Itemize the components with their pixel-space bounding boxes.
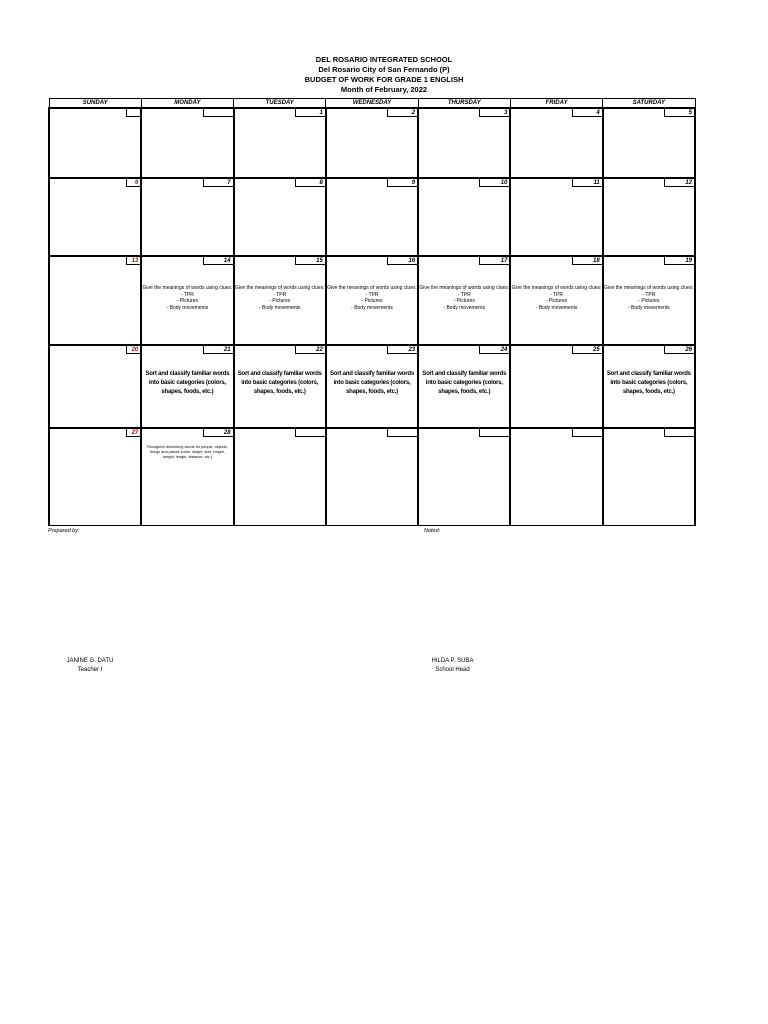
day-cell <box>234 428 326 526</box>
activity-meanings: Give the meanings of words using clues: - TPR - Pictures - Body movements <box>327 285 417 311</box>
day-number: 10 <box>479 179 509 187</box>
activity-sort: Sort and classify familiar words into basic categories (colors, shapes, foods, etc.) <box>145 370 230 395</box>
activity-sort: Sort and classify familiar words into basic categories (colors, shapes, foods, etc.) <box>422 370 507 395</box>
day-cell <box>141 178 233 256</box>
day-number: 14 <box>203 257 233 265</box>
day-cell <box>510 345 602 428</box>
day-cell <box>603 428 695 526</box>
teacher-signature-block <box>40 657 140 675</box>
month-label: Month of February, 2022 <box>340 85 428 94</box>
activity-recognize: Recognize describing words for people, objects, things and places (color, shape, size, height, weight, length, distance, etc.) <box>147 444 228 459</box>
day-number: 4 <box>572 109 602 117</box>
day-number <box>295 429 325 437</box>
teacher-title: Teacher I <box>77 667 103 673</box>
day-cell <box>603 256 695 344</box>
weekday-wednesday: WEDNESDAY <box>326 99 418 109</box>
day-cell <box>326 428 418 526</box>
weekday-tuesday: TUESDAY <box>234 99 326 109</box>
day-cell <box>141 256 233 344</box>
document-title: BUDGET OF WORK FOR GRADE 1 ENGLISH <box>304 75 464 84</box>
day-number: 11 <box>572 179 602 187</box>
day-number: 9 <box>387 179 417 187</box>
day-cell <box>510 428 602 526</box>
day-cell <box>418 108 510 178</box>
document-header <box>0 55 768 95</box>
day-number: 7 <box>203 179 233 187</box>
day-number <box>387 429 417 437</box>
day-number: 3 <box>479 109 509 117</box>
weekday-saturday: SATURDAY <box>603 99 695 109</box>
day-cell <box>49 256 141 344</box>
day-cell <box>418 345 510 428</box>
activity-meanings: Give the meanings of words using clues: - TPR - Pictures - Body movements <box>419 285 510 311</box>
day-cell <box>49 428 141 526</box>
day-number <box>126 109 140 117</box>
day-number: 8 <box>295 179 325 187</box>
calendar-table <box>48 98 696 526</box>
day-cell <box>234 178 326 256</box>
day-number <box>572 429 602 437</box>
week-row-1 <box>49 108 695 178</box>
day-cell <box>141 108 233 178</box>
day-number: 13 <box>126 257 140 265</box>
day-cell <box>326 108 418 178</box>
activity-sort: Sort and classify familiar words into basic categories (colors, shapes, foods, etc.) <box>330 370 414 395</box>
day-cell <box>510 178 602 256</box>
day-number: 22 <box>295 346 325 354</box>
day-number: 16 <box>387 257 417 265</box>
day-number: 2 <box>387 109 417 117</box>
teacher-name: JANINE G. DATU <box>66 658 114 664</box>
day-cell <box>326 256 418 344</box>
day-cell <box>141 428 233 526</box>
head-signature-block <box>405 657 500 675</box>
day-cell <box>510 108 602 178</box>
activity-meanings: Give the meanings of words using clues: - TPR - Pictures - Body movements <box>603 285 694 311</box>
day-number: 18 <box>572 257 602 265</box>
day-cell <box>603 178 695 256</box>
day-number: 5 <box>664 109 694 117</box>
weekday-header-row <box>49 99 695 109</box>
prepared-by-label: Prepared by: <box>48 528 80 534</box>
weekday-friday: FRIDAY <box>510 99 602 109</box>
weekday-thursday: THURSDAY <box>418 99 510 109</box>
day-number: 27 <box>126 429 140 437</box>
weekday-monday: MONDAY <box>141 99 233 109</box>
day-number: 24 <box>479 346 509 354</box>
day-number <box>203 109 233 117</box>
day-number: 19 <box>664 257 694 265</box>
week-row-2 <box>49 178 695 256</box>
day-cell <box>510 256 602 344</box>
day-cell <box>603 345 695 428</box>
day-cell <box>49 108 141 178</box>
day-number: 28 <box>203 429 233 437</box>
activity-sort: Sort and classify familiar words into basic categories (colors, shapes, foods, etc.) <box>237 370 322 395</box>
day-number: 17 <box>479 257 509 265</box>
week-row-5 <box>49 428 695 526</box>
head-title: School Head <box>435 667 470 673</box>
weekday-sunday: SUNDAY <box>49 99 141 109</box>
day-number: 26 <box>664 346 694 354</box>
day-cell <box>234 345 326 428</box>
day-cell <box>326 178 418 256</box>
day-cell <box>418 256 510 344</box>
day-number: 21 <box>203 346 233 354</box>
school-city: Del Rosario City of San Fernando (P) <box>318 65 450 74</box>
activity-sort: Sort and classify familiar words into basic categories (colors, shapes, foods, etc.) <box>606 370 691 395</box>
day-number: 23 <box>387 346 417 354</box>
day-cell <box>418 428 510 526</box>
day-number <box>479 429 509 437</box>
activity-meanings: Give the meanings of words using clues: - TPR - Pictures - Body movements <box>511 285 602 311</box>
week-row-4 <box>49 345 695 428</box>
noted-label: Noted: <box>424 528 441 534</box>
day-cell <box>234 108 326 178</box>
head-name: HILDA P. SUBA <box>431 658 474 664</box>
day-number <box>664 429 694 437</box>
activity-meanings: Give the meanings of words using clues: - TPR - Pictures - Body movements <box>234 285 325 311</box>
activity-meanings: Give the meanings of words using clues: - TPR - Pictures - Body movements <box>142 285 233 311</box>
day-cell <box>603 108 695 178</box>
day-number: 15 <box>295 257 325 265</box>
week-row-3 <box>49 256 695 344</box>
day-number: 12 <box>664 179 694 187</box>
day-cell <box>418 178 510 256</box>
day-cell <box>141 345 233 428</box>
day-number: 25 <box>572 346 602 354</box>
day-cell <box>49 345 141 428</box>
day-number: 6 <box>126 179 140 187</box>
day-cell <box>234 256 326 344</box>
day-number: 20 <box>126 346 140 354</box>
day-cell <box>326 345 418 428</box>
day-cell <box>49 178 141 256</box>
day-number: 1 <box>295 109 325 117</box>
school-name: DEL ROSARIO INTEGRATED SCHOOL <box>315 55 453 64</box>
